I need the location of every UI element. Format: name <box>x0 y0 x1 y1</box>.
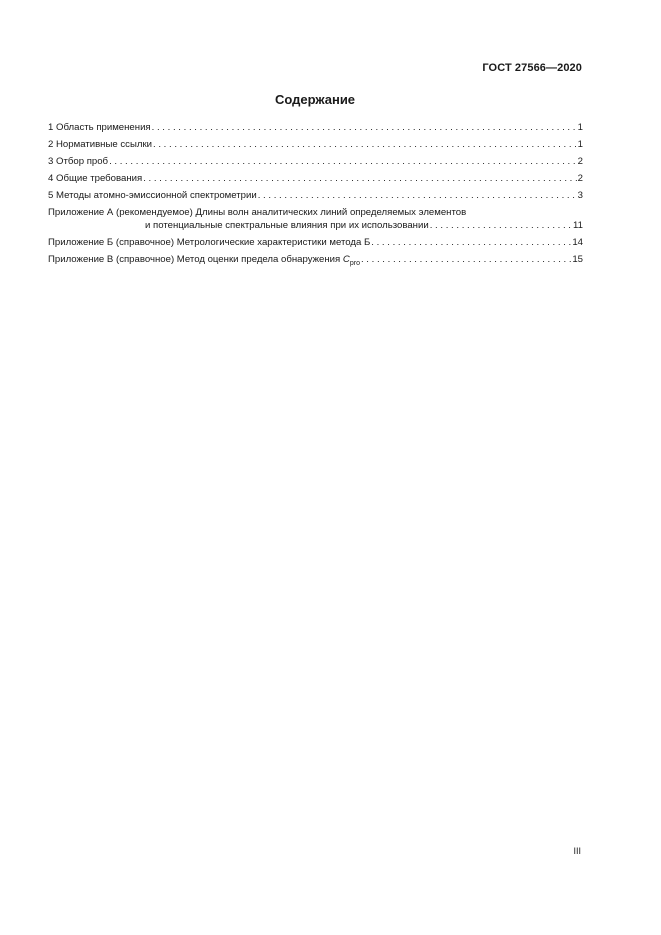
toc-entry-appendix-b[interactable] <box>48 236 583 249</box>
dot-leader <box>152 121 577 134</box>
toc-entry-label: 3 Отбор проб <box>48 156 109 167</box>
toc-entry-label: 2 Нормативные ссылки <box>48 139 153 150</box>
toc-entry-label: 4 Общие требования <box>48 173 143 184</box>
detection-limit-subscript: pro <box>349 260 360 267</box>
toc-entry-appendix-a[interactable] <box>48 206 583 232</box>
toc-entry-page: 2 <box>577 156 583 167</box>
toc-entry-appendix-v[interactable] <box>48 253 583 270</box>
toc-entry-label-text: Приложение В (справочное) Метод оценки предела обнаружения <box>48 254 343 265</box>
toc-entry-general-requirements[interactable] <box>48 172 583 185</box>
toc-entry-label-continuation: и потенциальные спектральные влияния при их использовании <box>145 220 429 231</box>
dot-leader <box>371 236 571 249</box>
dot-leader <box>430 219 572 232</box>
standard-code: ГОСТ 27566—2020 <box>482 62 582 74</box>
toc-entry-label: 5 Методы атомно-эмиссионной спектрометрии <box>48 190 257 201</box>
dot-leader <box>258 189 577 202</box>
toc-entry-page: 3 <box>577 190 583 201</box>
toc-entry-page: 1 <box>577 122 583 133</box>
dot-leader <box>361 253 571 266</box>
toc-entry-page: 15 <box>572 254 583 265</box>
table-of-contents <box>48 121 583 274</box>
toc-entry-page: 11 <box>573 220 583 231</box>
toc-entry-label: Приложение Б (справочное) Метрологические характеристики метода Б <box>48 237 371 248</box>
toc-entry-normative-references[interactable] <box>48 138 583 151</box>
dot-leader <box>109 155 577 168</box>
toc-entry-label: Приложение А (рекомендуемое) Длины волн аналитических линий определяемых элементов <box>48 207 467 218</box>
toc-entry-aes-methods[interactable] <box>48 189 583 202</box>
toc-entry-label: 1 Область применения <box>48 122 151 133</box>
page-number: III <box>573 846 581 856</box>
toc-entry-page: 2 <box>577 173 583 184</box>
toc-entry-page: 14 <box>572 237 583 248</box>
toc-entry-page: 1 <box>577 139 583 150</box>
detection-limit-symbol: C <box>342 254 350 265</box>
toc-entry-scope[interactable] <box>48 121 583 134</box>
dot-leader <box>153 138 577 151</box>
dot-leader <box>143 172 576 185</box>
toc-entry-sampling[interactable] <box>48 155 583 168</box>
page-title: Содержание <box>274 92 356 107</box>
toc-entry-label <box>48 253 360 270</box>
